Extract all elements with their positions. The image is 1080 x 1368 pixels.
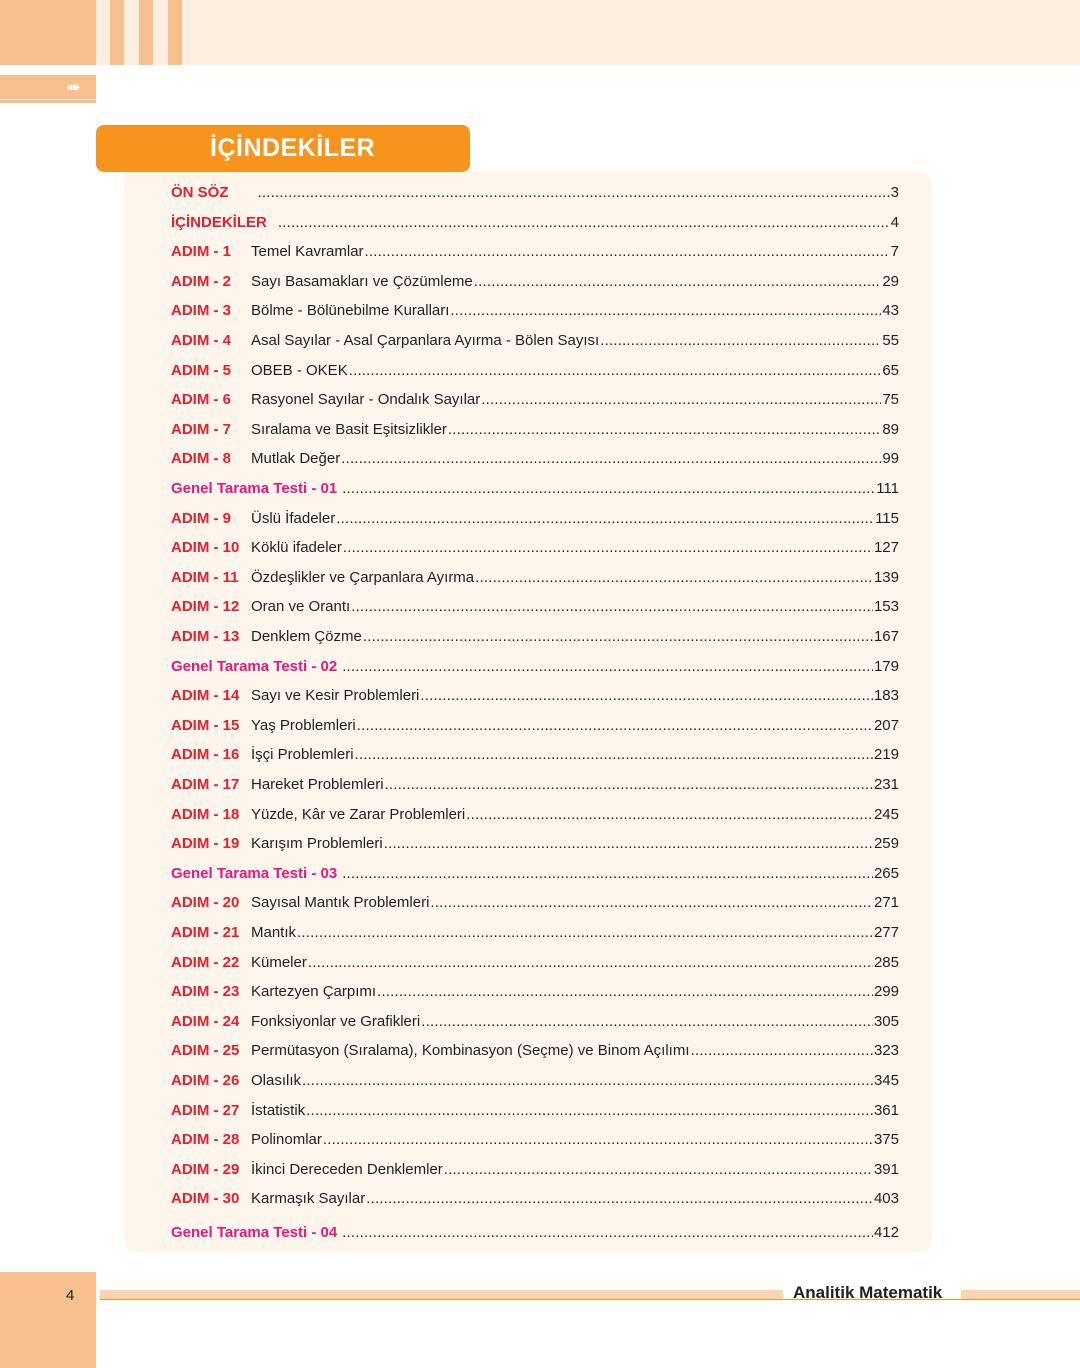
- toc-entry: [171, 774, 899, 796]
- toc-entry: [171, 1040, 899, 1062]
- top-band: [0, 0, 1080, 65]
- toc-entry-page: 271: [873, 894, 899, 911]
- toc-entry-label: ADIM - 9: [171, 510, 231, 527]
- toc-entry-label: ÖN SÖZ: [171, 184, 229, 201]
- toc-entry: [171, 508, 899, 530]
- toc-entry-page: 183: [873, 687, 899, 704]
- footer-rule-right: [961, 1290, 1080, 1299]
- toc-entry-page: 259: [873, 835, 899, 852]
- toc-entry-title: Kartezyen Çarpımı: [251, 983, 377, 1000]
- toc-leader-dots: [355, 744, 873, 766]
- toc-entry-label: ADIM - 27: [171, 1102, 240, 1119]
- toc-leader-dots: [258, 182, 890, 204]
- toc-entry-label: ADIM - 25: [171, 1042, 240, 1059]
- toc-entry-label: ADIM - 11: [171, 569, 239, 586]
- toc-leader-dots: [444, 1159, 873, 1181]
- toc-entry-title: İşçi Problemleri: [251, 746, 354, 763]
- toc-entry-label: ADIM - 29: [171, 1161, 240, 1178]
- toc-entry-page: 153: [873, 598, 899, 615]
- toc-leader-dots: [450, 300, 881, 322]
- top-stripe: [168, 0, 182, 65]
- toc-entry: [171, 419, 899, 441]
- toc-entry: [171, 833, 899, 855]
- toc-leader-dots: [448, 419, 881, 441]
- toc-leader-dots: [343, 537, 873, 559]
- toc-entry-page: 115: [875, 510, 899, 527]
- toc-entry-title: Temel Kavramlar: [251, 243, 364, 260]
- toc-entry: [171, 1188, 899, 1210]
- toc-entry-page: 179: [873, 658, 899, 675]
- toc-entry-label: Genel Tarama Testi - 04: [171, 1224, 338, 1241]
- toc-entry: [171, 537, 899, 559]
- toc-entry: [171, 567, 899, 589]
- toc-entry: [171, 1159, 899, 1181]
- toc-leader-dots: [342, 863, 873, 885]
- toc-entry-page: 43: [882, 302, 899, 319]
- toc-entry-page: 55: [882, 332, 899, 349]
- toc-entry-title: Rasyonel Sayılar - Ondalık Sayılar: [251, 391, 481, 408]
- toc-entry-title: Yüzde, Kâr ve Zarar Problemleri: [251, 806, 466, 823]
- toc-entry-title: Kümeler: [251, 954, 307, 971]
- toc-entry: [171, 922, 899, 944]
- toc-entry-page: 412: [873, 1224, 899, 1241]
- toc-entry-label: ADIM - 21: [171, 924, 240, 941]
- toc-entry-page: 75: [882, 391, 899, 408]
- toc-entry-label: Genel Tarama Testi - 03: [171, 865, 338, 882]
- toc-entry-title: Mantık: [251, 924, 297, 941]
- toc-leader-dots: [342, 656, 873, 678]
- toc-entry: [171, 360, 899, 382]
- toc-entry-label: ADIM - 10: [171, 539, 240, 556]
- toc-leader-dots: [341, 448, 881, 470]
- toc-entry-label: ADIM - 24: [171, 1013, 240, 1030]
- toc-entry-label: Genel Tarama Testi - 01: [171, 480, 338, 497]
- toc-leader-dots: [363, 626, 873, 648]
- toc-entry: [171, 1011, 899, 1033]
- toc-entry-label: ADIM - 28: [171, 1131, 240, 1148]
- toc-entry-title: Karmaşık Sayılar: [251, 1190, 366, 1207]
- toc-entry-title: Mutlak Değer: [251, 450, 341, 467]
- toc-entry-title: Oran ve Orantı: [251, 598, 351, 615]
- toc-leader-dots: [342, 478, 875, 500]
- toc-entry-page: 7: [890, 243, 899, 260]
- arrow-bar: [0, 75, 96, 99]
- toc-entry-label: ADIM - 5: [171, 362, 231, 379]
- toc-entry-title: Denklem Çözme: [251, 628, 362, 645]
- toc-leader-dots: [308, 952, 873, 974]
- toc-entry-page: 245: [873, 806, 899, 823]
- toc-entry-label: ADIM - 26: [171, 1072, 240, 1089]
- toc-entry: [171, 478, 899, 500]
- toc-entry-title: Sayısal Mantık Problemleri: [251, 894, 430, 911]
- toc-leader-dots: [323, 1129, 873, 1151]
- toc-entry: [171, 330, 899, 352]
- toc-leader-dots: [306, 1100, 873, 1122]
- toc-entry-title: Hareket Problemleri: [251, 776, 384, 793]
- toc-entry-title: Üslü İfadeler: [251, 510, 336, 527]
- toc-entry-page: 127: [873, 539, 899, 556]
- toc-entry-page: 305: [873, 1013, 899, 1030]
- toc-entry-label: ADIM - 3: [171, 302, 231, 319]
- toc-entry: [171, 389, 899, 411]
- toc-entry-page: 167: [873, 628, 899, 645]
- toc-entry-label: İÇİNDEKİLER: [171, 214, 267, 231]
- page-title: İÇİNDEKİLER: [210, 134, 376, 162]
- toc-entry-title: Asal Sayılar - Asal Çarpanlara Ayırma - Bölen Sayısı: [251, 332, 600, 349]
- toc-entry-page: 345: [873, 1072, 899, 1089]
- top-stripe: [139, 0, 153, 65]
- toc-entry: [171, 626, 899, 648]
- toc-entry-page: 375: [873, 1131, 899, 1148]
- page-number: 4: [66, 1287, 75, 1304]
- toc-entry-title: Olasılık: [251, 1072, 302, 1089]
- toc-entry-title: İstatistik: [251, 1102, 306, 1119]
- arrow-right-icon: ➠: [66, 77, 82, 97]
- toc-entry-label: ADIM - 30: [171, 1190, 240, 1207]
- toc-leader-dots: [481, 389, 881, 411]
- toc-entry: [171, 715, 899, 737]
- toc-entry: [171, 596, 899, 618]
- toc-entry: [171, 892, 899, 914]
- toc-leader-dots: [377, 981, 873, 1003]
- toc-entry-title: Sıralama ve Basit Eşitsizlikler: [251, 421, 447, 438]
- toc-entry-page: 361: [873, 1102, 899, 1119]
- toc-entry-label: ADIM - 14: [171, 687, 240, 704]
- toc-leader-dots: [385, 774, 873, 796]
- toc-leader-dots: [357, 715, 873, 737]
- toc-entry: [171, 952, 899, 974]
- toc-entry: [171, 656, 899, 678]
- toc-entry-page: 4: [890, 214, 899, 231]
- toc-leader-dots: [600, 330, 881, 352]
- toc-entry-title: Fonksiyonlar ve Grafikleri: [251, 1013, 421, 1030]
- toc-entry-title: OBEB - OKEK: [251, 362, 348, 379]
- toc-leader-dots: [430, 892, 873, 914]
- toc-entry-label: ADIM - 4: [171, 332, 231, 349]
- toc-entry-title: Karışım Problemleri: [251, 835, 383, 852]
- toc-entry-title: Polinomlar: [251, 1131, 322, 1148]
- toc-entry-title: Köklü ifadeler: [251, 539, 342, 556]
- toc-leader-dots: [475, 567, 873, 589]
- toc-entry-page: 231: [873, 776, 899, 793]
- toc-leader-dots: [420, 685, 873, 707]
- toc-leader-dots: [366, 1188, 873, 1210]
- toc-entry-label: ADIM - 1: [171, 243, 231, 260]
- toc-entry-page: 403: [873, 1190, 899, 1207]
- toc-leader-dots: [278, 212, 890, 234]
- bottom-corner-block: [0, 1272, 96, 1368]
- toc-entry-page: 323: [873, 1042, 899, 1059]
- toc-entry-title: Bölme - Bölünebilme Kuralları: [251, 302, 450, 319]
- toc-entry-page: 277: [873, 924, 899, 941]
- toc-entry-label: ADIM - 8: [171, 450, 231, 467]
- toc-entry-title: İkinci Dereceden Denklemler: [251, 1161, 443, 1178]
- toc-entry: [171, 300, 899, 322]
- toc-entry: [171, 1070, 899, 1092]
- toc-entry-label: Genel Tarama Testi - 02: [171, 658, 338, 675]
- toc-entry-title: Sayı Basamakları ve Çözümleme: [251, 273, 473, 290]
- toc-entry-page: 207: [873, 717, 899, 734]
- toc-entry-title: Permütasyon (Sıralama), Kombinasyon (Seçme) ve Binom Açılımı: [251, 1042, 690, 1059]
- toc-leader-dots: [302, 1070, 873, 1092]
- toc-entry-page: 65: [882, 362, 899, 379]
- toc-entry: [171, 1129, 899, 1151]
- toc-entry-page: 99: [882, 450, 899, 467]
- toc-entry-page: 265: [873, 865, 899, 882]
- toc-leader-dots: [474, 271, 882, 293]
- toc-entry-label: ADIM - 15: [171, 717, 240, 734]
- toc-entry-label: ADIM - 17: [171, 776, 240, 793]
- toc-entry-page: 111: [876, 480, 899, 497]
- toc-entry: [171, 744, 899, 766]
- toc-entry-page: 391: [873, 1161, 899, 1178]
- toc-entry: [171, 241, 899, 263]
- toc-entry-label: ADIM - 22: [171, 954, 240, 971]
- toc-entry-title: Özdeşlikler ve Çarpanlara Ayırma: [251, 569, 475, 586]
- toc-entry-page: 139: [873, 569, 899, 586]
- toc-leader-dots: [384, 833, 873, 855]
- toc-entry: [171, 685, 899, 707]
- toc-entry: [171, 804, 899, 826]
- toc-entry-page: 29: [882, 273, 899, 290]
- toc-entry-label: ADIM - 23: [171, 983, 240, 1000]
- top-stripe: [110, 0, 124, 65]
- toc-entry-label: ADIM - 20: [171, 894, 240, 911]
- toc-entry-label: ADIM - 2: [171, 273, 231, 290]
- toc-entry-label: ADIM - 7: [171, 421, 231, 438]
- toc-leader-dots: [365, 241, 890, 263]
- toc-entry: [171, 1222, 899, 1244]
- toc-entry: [171, 271, 899, 293]
- toc-entry-page: 299: [873, 983, 899, 1000]
- toc-entry: [171, 212, 899, 234]
- toc-leader-dots: [421, 1011, 873, 1033]
- toc-entry-title: Yaş Problemleri: [251, 717, 356, 734]
- toc-entry-title: Sayı ve Kesir Problemleri: [251, 687, 420, 704]
- toc-entry-page: 219: [873, 746, 899, 763]
- toc-entry-label: ADIM - 12: [171, 598, 240, 615]
- toc-entry-page: 89: [882, 421, 899, 438]
- toc-leader-dots: [342, 1222, 873, 1244]
- toc-entry-label: ADIM - 18: [171, 806, 240, 823]
- toc-entry: [171, 182, 899, 204]
- toc-leader-dots: [691, 1040, 873, 1062]
- toc-entry-page: 3: [890, 184, 899, 201]
- toc-entry-label: ADIM - 19: [171, 835, 240, 852]
- toc-leader-dots: [297, 922, 873, 944]
- toc-entry: [171, 1100, 899, 1122]
- footer-rule: [100, 1290, 783, 1299]
- toc-entry-page: 285: [873, 954, 899, 971]
- toc-leader-dots: [351, 596, 873, 618]
- toc-entry-label: ADIM - 16: [171, 746, 240, 763]
- toc-entry: [171, 448, 899, 470]
- toc-leader-dots: [336, 508, 874, 530]
- toc-entry: [171, 981, 899, 1003]
- toc-entry: [171, 863, 899, 885]
- toc-entry-label: ADIM - 13: [171, 628, 240, 645]
- toc-leader-dots: [466, 804, 873, 826]
- toc-entry-label: ADIM - 6: [171, 391, 231, 408]
- book-title: Analitik Matematik: [793, 1283, 943, 1302]
- top-corner-block: [0, 0, 96, 65]
- toc-leader-dots: [349, 360, 882, 382]
- arrow-underline: [0, 100, 96, 103]
